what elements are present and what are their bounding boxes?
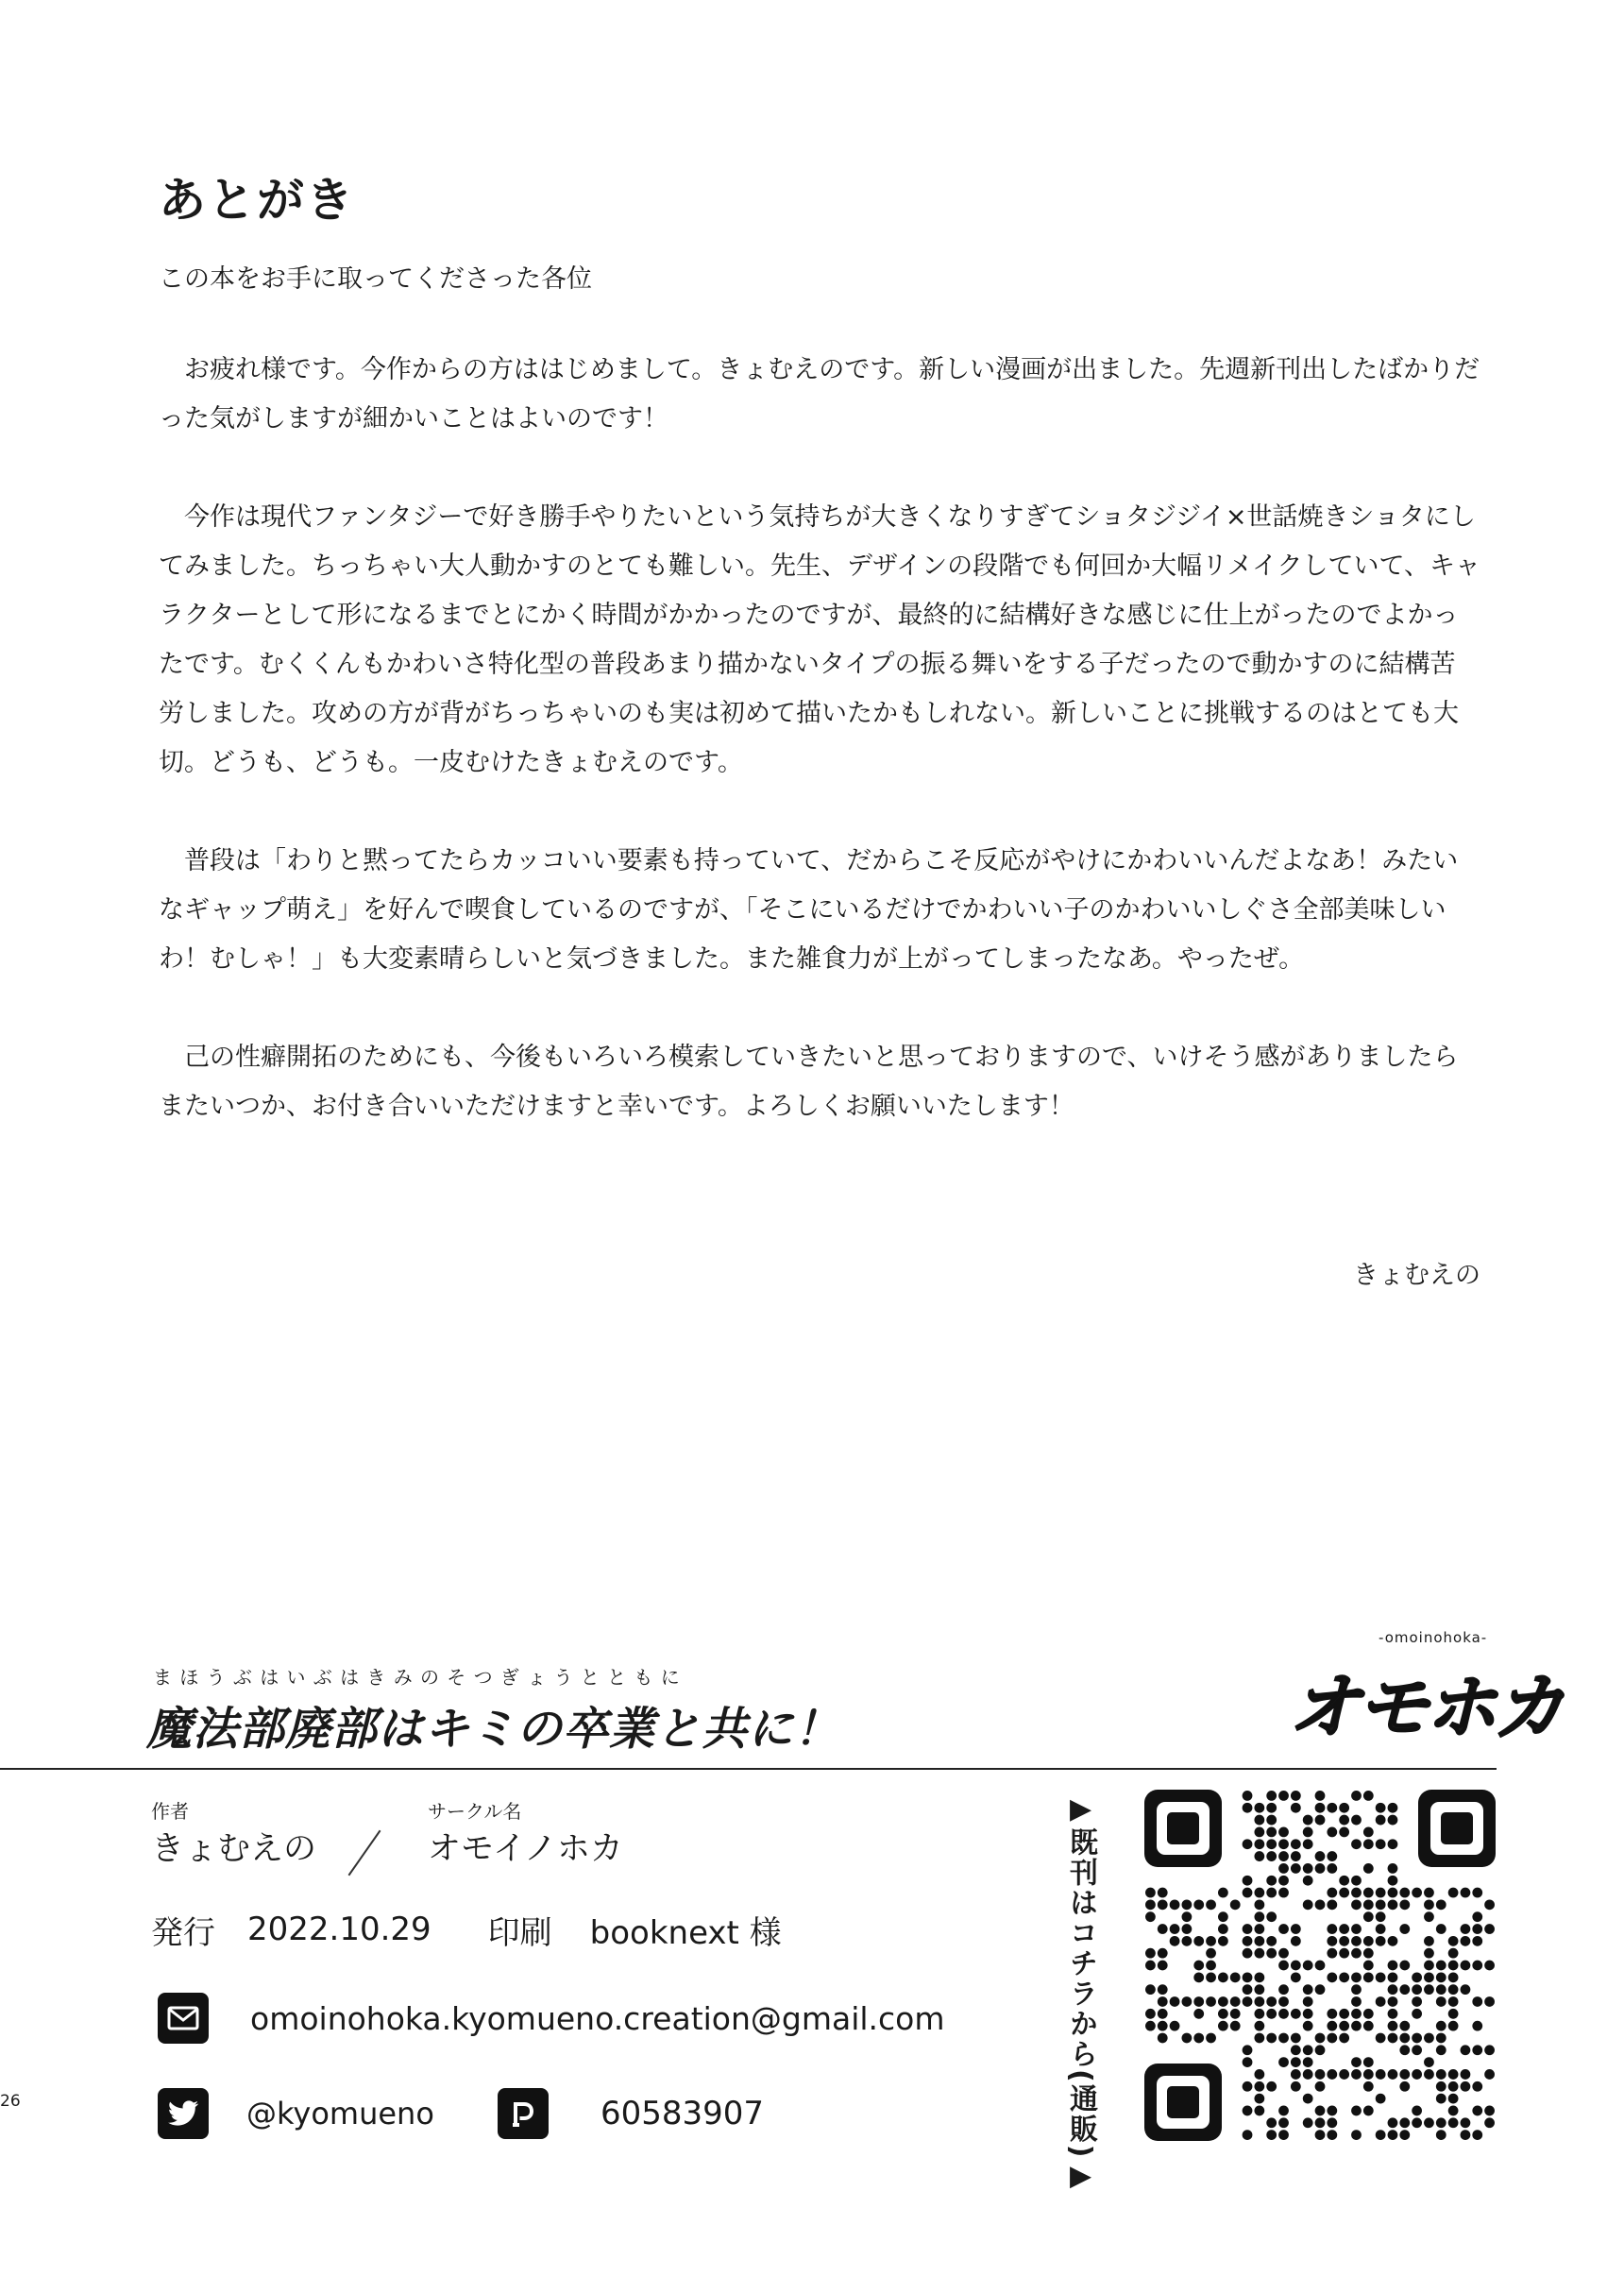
colophon-divider [0, 1768, 1497, 1770]
page-number: 26 [0, 2092, 21, 2111]
circle-name: オモイノホカ [428, 1830, 623, 1868]
back-catalog-note: ▶既刊はコチラから(通販)▶ [1064, 1792, 1097, 2195]
circle-label: サークル名 [428, 1800, 522, 1823]
title-furigana: まほうぶはいぶはきみのそつぎょうとともに [153, 1666, 687, 1689]
afterword-paragraph: お疲れ様です。今作からの方ははじめまして。きょむえのです。新しい漫画が出ました。先週新刊出したばかりだった気がしますが細かいことはよいのです！ [159, 355, 1480, 433]
afterword-paragraph: 普段は「わりと黙ってたらカッコいい要素も持っていて、だからこそ反応がやけにかわいいんだよなあ！みたいなギャップ萌え」を好んで喫食しているのですが、「そこにいるだけでかわいい子のかわいいしぐさ全部美味しいわ！むしゃ！」も大変素晴らしいと気づきました。また雑食力が上がってしまったなあ。やったぜ。 [159, 846, 1459, 974]
twitter-icon [158, 2088, 209, 2139]
mail-icon [158, 1993, 209, 2044]
publication-info [151, 1906, 782, 1953]
author-label: 作者 [151, 1800, 189, 1823]
afterword-title: あとがき [159, 173, 355, 228]
email-address[interactable]: omoinohoka.kyomueno.creation@gmail.com [250, 1999, 945, 2037]
printing-label: 印刷 [487, 1913, 552, 1952]
twitter-handle[interactable]: @kyomueno [246, 2096, 434, 2132]
published-date: 2022.10.29 [247, 1911, 431, 1948]
book-title: 魔法部廃部はキミの卒業と共に！ [146, 1703, 841, 1756]
afterword-signature: きょむえの [1353, 1261, 1480, 1290]
printer-name: booknext 様 [589, 1913, 782, 1952]
circle-logo [1289, 1629, 1561, 1752]
afterword-greeting: この本をお手に取ってくださった各位 [159, 264, 592, 294]
afterword-body [159, 346, 1480, 1180]
author-name: きょむえの [151, 1830, 317, 1868]
pixiv-id[interactable]: 60583907 [601, 2095, 765, 2132]
slash-divider [348, 1830, 381, 1877]
afterword-paragraph: 己の性癖開拓のためにも、今後もいろいろ模索していきたいと思っておりますので、いけそう感がありましたらまたいつか、お付き合いいただけますと幸いです。よろしくお願いいたします！ [159, 1043, 1459, 1121]
logo-wordmark: オモホカ [1289, 1665, 1561, 1749]
pixiv-icon [498, 2088, 549, 2139]
afterword-paragraph: 今作は現代ファンタジーで好き勝手やりたいという気持ちが大きくなりすぎてショタジジイ×世話焼きショタにしてみました。ちっちゃい大人動かすのとても難しい。先生、デザインの段階でも何回か大幅リメイクしていて、キャラクターとして形になるまでとにかく時間がかかったのですが、最終的に結構好きな感じに仕上がったのでよかったです。むくくんもかわいさ特化型の普段あまり描かないタイプの振る舞いをする子だったので動かすのに結構苦労しました。攻めの方が背がちっちゃいのも実は初めて描いたかもしれない。新しいことに挑戦するのはとても大切。どうも、どうも。一皮むけたきょむえのです。 [159, 502, 1480, 777]
qr-code-icon[interactable] [1144, 1790, 1496, 2141]
published-label: 発行 [151, 1913, 215, 1952]
logo-subtitle: -omoinohoka- [1379, 1629, 1488, 1646]
pixiv-contact [498, 2087, 764, 2140]
email-contact [158, 1992, 945, 2045]
twitter-contact [158, 2087, 434, 2140]
